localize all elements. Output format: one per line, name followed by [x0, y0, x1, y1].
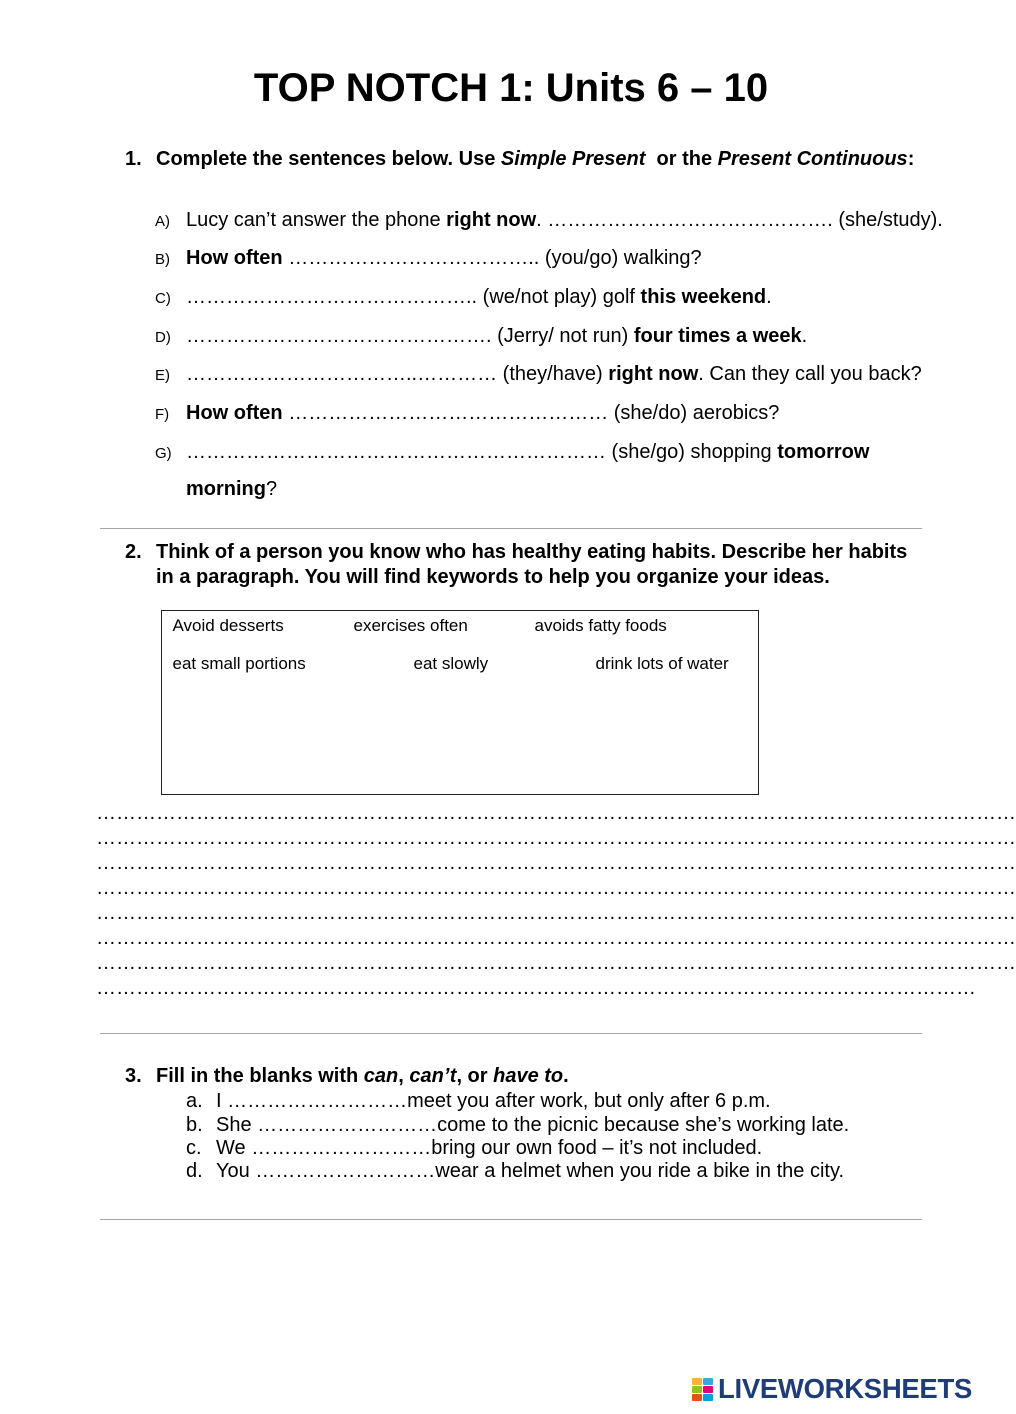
- writing-line: …………………………………………………………………………………………………………………………: [96, 876, 1016, 899]
- question-3-heading: [125, 1064, 569, 1088]
- writing-line: …………………………………………………………………………………………………………………………: [96, 851, 1016, 874]
- writing-line: …………………………………………………………………………………………………………………………: [96, 926, 1016, 949]
- instruction-line: Think of a person you know who has healthy eating habits. Describe her habits: [156, 540, 908, 563]
- liveworksheets-logo-icon: [692, 1378, 713, 1401]
- sentence-text: [186, 240, 702, 277]
- sentence-item-c: [155, 279, 943, 318]
- fill-blank-list: [186, 1090, 849, 1183]
- time-expression: tomorrow morning: [186, 440, 870, 500]
- sentence-item-b: [155, 240, 943, 279]
- writing-line: …………………………………………………………………………………………………………………………: [96, 901, 1016, 924]
- keywords-box: [161, 610, 759, 795]
- instruction-text: :: [907, 148, 915, 170]
- sentence-text: [186, 395, 779, 432]
- section-divider: [100, 1219, 922, 1220]
- item-label: C): [155, 290, 171, 308]
- logo-icon-block: [692, 1378, 702, 1385]
- sentence-text: [186, 318, 807, 355]
- instruction-text: ,: [398, 1065, 410, 1087]
- keyword: avoids fatty foods: [534, 615, 667, 635]
- question-1-heading: [125, 147, 914, 171]
- fill-blank-item-b: [186, 1114, 849, 1137]
- keyword: eat small portions: [172, 653, 306, 673]
- sentence-list: [155, 202, 943, 508]
- question-word: How often: [186, 402, 283, 425]
- logo-icon-block: [703, 1386, 713, 1393]
- fill-blank-item-d: [186, 1160, 849, 1183]
- sentence-text: [186, 356, 922, 393]
- sentence-item-e: [155, 356, 943, 395]
- logo-icon-block: [703, 1378, 713, 1385]
- fill-blank-text: I ………………………meet you after work, but only after 6 p.m.: [216, 1090, 771, 1113]
- logo-icon-block: [692, 1386, 702, 1393]
- instruction-text: Fill in the blanks with: [156, 1065, 364, 1087]
- question-number: 2.: [125, 540, 142, 563]
- instruction-text: or the: [645, 148, 718, 170]
- time-expression: this weekend: [640, 286, 767, 309]
- fill-blank-text: We ………………………bring our own food – it’s not included.: [216, 1136, 763, 1159]
- question-2-heading: [125, 540, 907, 590]
- sentence-text: [186, 279, 772, 316]
- section-divider: [100, 528, 922, 529]
- section-divider: [100, 1033, 922, 1034]
- modal-verb: have to: [493, 1065, 564, 1087]
- sentence-text: [186, 202, 943, 239]
- logo-text: LIVEWORKSHEETS: [718, 1373, 973, 1404]
- item-label: D): [155, 328, 171, 346]
- keyword: exercises often: [353, 615, 468, 635]
- item-label: d.: [186, 1160, 203, 1183]
- modal-verb: can’t: [409, 1065, 457, 1087]
- fill-blank-text: She ………………………come to the picnic because she’s working late.: [216, 1113, 850, 1136]
- sentence-item-f: [155, 395, 943, 434]
- writing-line: …………………………………………………………………………………………………………………………: [96, 801, 1016, 824]
- fill-blank-item-a: [186, 1090, 849, 1113]
- item-label: F): [155, 406, 170, 424]
- logo-icon-block: [703, 1394, 713, 1401]
- fill-blank-text: You ………………………wear a helmet when you ride a bike in the city.: [216, 1160, 845, 1183]
- sentence-item-a: [155, 202, 943, 241]
- writing-line: …………………………………………………………………………………………………………………………: [96, 826, 1016, 849]
- writing-line: …………………………………………………………………………………………………………………………: [96, 951, 1016, 974]
- item-label: c.: [186, 1136, 202, 1159]
- item-label: E): [155, 367, 170, 385]
- item-label: A): [155, 212, 170, 230]
- item-label: G): [155, 444, 172, 462]
- item-label: a.: [186, 1090, 203, 1113]
- sentence-blank-part: …………………………………….. (we/not play) golf: [186, 286, 641, 309]
- logo-icon-block: [692, 1394, 702, 1401]
- sentence-blank-part: ………………………………………… (she/do) aerobics?: [282, 402, 780, 425]
- sentence-text: [186, 434, 901, 507]
- question-instruction: [156, 540, 907, 590]
- instruction-line: in a paragraph. You will find keywords to help you organize your ideas.: [156, 565, 830, 588]
- sentence-item-g: [155, 434, 943, 507]
- worksheet-title: TOP NOTCH 1: Units 6 – 10: [253, 66, 769, 110]
- sentence-blank-part: ……………………………………………………… (she/go) shopping: [186, 440, 778, 463]
- question-word: How often: [186, 247, 283, 270]
- sentence-blank-part: ………………………………………. (Jerry/ not run): [186, 324, 634, 347]
- instruction-text: .: [563, 1065, 569, 1087]
- sentence-part: Lucy can’t answer the phone: [186, 208, 447, 231]
- instruction-text: Complete the sentences below. Use: [156, 148, 501, 170]
- writing-area: [96, 801, 1016, 1001]
- time-expression: right now: [608, 363, 699, 386]
- keyword: drink lots of water: [595, 653, 729, 673]
- writing-line: ……………………………………………………………………………………………………………………: [96, 976, 976, 999]
- sentence-part: .: [766, 286, 772, 309]
- keyword: eat slowly: [413, 653, 489, 673]
- tense-name: Present Continuous: [717, 148, 908, 170]
- modal-verb: can: [363, 1065, 399, 1087]
- sentence-part: .: [801, 324, 808, 347]
- sentence-part: ?: [266, 477, 278, 500]
- question-number: 1.: [125, 148, 142, 170]
- instruction-text: , or: [456, 1065, 494, 1087]
- liveworksheets-logo: [692, 1373, 972, 1405]
- item-label: B): [155, 251, 170, 269]
- sentence-blank-part: ……………………………..………… (they/have): [186, 363, 609, 386]
- tense-name: Simple Present: [500, 148, 646, 170]
- keyword: Avoid desserts: [172, 615, 284, 635]
- time-expression: right now: [446, 208, 537, 231]
- sentence-blank-part: . ……………………………………. (she/study).: [536, 208, 943, 231]
- sentence-item-d: [155, 318, 943, 357]
- question-instruction: [156, 1064, 569, 1088]
- sentence-part: . Can they call you back?: [698, 363, 922, 386]
- fill-blank-item-c: [186, 1137, 849, 1160]
- question-number: 3.: [125, 1065, 142, 1087]
- sentence-blank-part: ……………………………….. (you/go) walking?: [282, 247, 702, 270]
- item-label: b.: [186, 1113, 203, 1136]
- time-expression: four times a week: [633, 324, 802, 347]
- question-instruction: [156, 147, 914, 171]
